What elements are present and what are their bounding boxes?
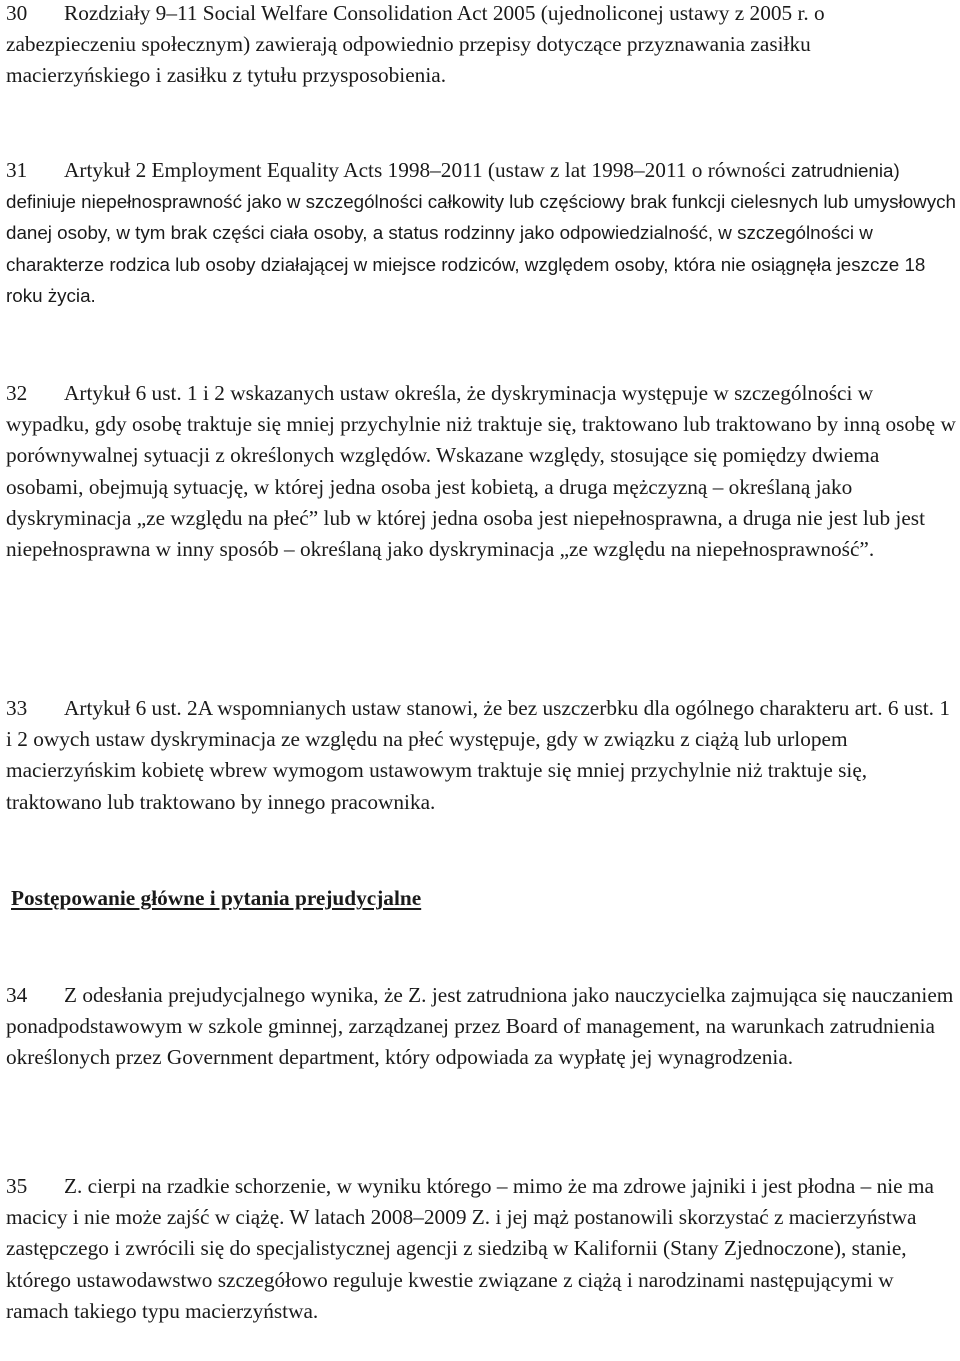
- paragraph-text: Artykuł 6 ust. 2A wspomnianych ustaw stanowi, że bez uszczerbku dla ogólnego charakteru art. 6 ust. 1 i 2 owych ustaw dyskryminacja ze względu na płeć występuje, gdy w związku z ciążą lub urlopem macierzyńskim kobietę wbrew wymogom ustawowym traktuje się mniej przychylnie niż traktuje się, traktowano lub traktowano by innego pracownika.: [6, 696, 950, 814]
- paragraph-35: [6, 1171, 958, 1327]
- paragraph-text: Rozdziały 9–11 Social Welfare Consolidation Act 2005 (ujednoliconej ustawy z 2005 r. o zabezpieczeniu społecznym) zawierają odpowiednio przepisy dotyczące przyznawania zasiłku macierzyńskiego i zasiłku z tytułu przysposobienia.: [6, 1, 825, 88]
- paragraph-number: 33: [6, 696, 28, 720]
- paragraph-number: 34: [6, 983, 28, 1007]
- paragraph-text: Artykuł 6 ust. 1 i 2 wskazanych ustaw określa, że dyskryminacja występuje w szczególności w wypadku, gdy osobę traktuje się mniej przychylnie niż traktuje się, traktowano lub traktowano by inną osobę w porównywalnej sytuacji z określonych względów. Wskazane względy, stosujące się pomiędzy dwiema osobami, obejmują sytuację, w której jedna osoba jest kobietą, a druga mężczyzną – określaną jako dyskryminacja „ze względu na płeć” lub w której jedna osoba jest niepełnosprawna, a druga nie jest lub jest niepełnosprawna w inny sposób – określaną jako dyskryminacja „ze względu na niepełnosprawność”.: [6, 381, 956, 562]
- paragraph-30: [6, 0, 958, 92]
- paragraph-text: Z odesłania prejudycjalnego wynika, że Z. jest zatrudniona jako nauczycielka zajmująca się nauczaniem ponadpodstawowym w szkole gminnej, zarządzanej przez Board of management, na warunkach zatrudnienia określonych przez Government department, który odpowiada za wypłatę jej wynagrodzenia.: [6, 983, 954, 1070]
- paragraph-34: [6, 980, 958, 1074]
- paragraph-number: 35: [6, 1174, 28, 1198]
- paragraph-text: Z. cierpi na rzadkie schorzenie, w wyniku którego – mimo że ma zdrowe jajniki i jest płodna – nie ma macicy i nie może zajść w ciążę. W latach 2008–2009 Z. i jej mąż postanowili skorzystać z macierzyństwa zastępczego i zwrócili się do specjalistycznej agencji z siedzibą w Kalifornii (Stany Zjednoczone), stanie, którego ustawodawstwo szczegółowo reguluje kwestie związane z ciążą i narodzinami następującymi w ramach takiego typu macierzyństwa.: [6, 1174, 934, 1323]
- section-heading: Postępowanie główne i pytania prejudycjalne: [11, 886, 422, 910]
- paragraph-31: [6, 155, 958, 311]
- paragraph-text: Artykuł 2 Employment Equality Acts 1998–2011 (ustaw z lat 1998–2011 o równości: [64, 158, 792, 182]
- paragraph-number: 32: [6, 381, 28, 405]
- paragraph-32: [6, 378, 958, 565]
- paragraph-number: 31: [6, 158, 28, 182]
- paragraph-number: 30: [6, 1, 28, 25]
- paragraph-33: [6, 693, 958, 818]
- paragraph-text-continued: zatrudnienia) definiuje niepełnosprawność jako w szczególności całkowity lub częściowy brak funkcji cielesnych lub umysłowych danej osoby, w tym brak części ciała osoby, a status rodzinny jako odpowiedzialność, w szczególności w charakterze rodzica lub osoby działającej w miejsce rodziców, względem osoby, która nie osiągnęła jeszcze 18 roku życia.: [6, 160, 956, 306]
